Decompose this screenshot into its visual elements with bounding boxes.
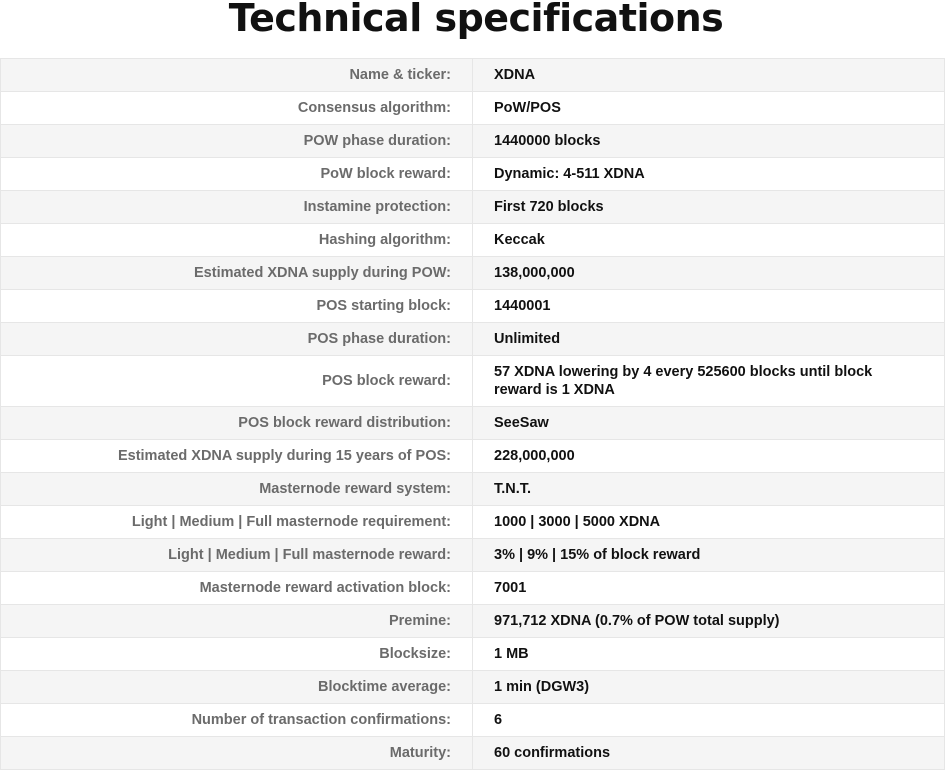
spec-label-instamine-protection: Instamine protection: (1, 191, 473, 224)
table-row (1, 539, 945, 572)
spec-label-masternode-requirement: Light | Medium | Full masternode requirement: (1, 506, 473, 539)
spec-value-masternode-reward: 3% | 9% | 15% of block reward (473, 539, 945, 572)
spec-value-name-ticker: XDNA (473, 59, 945, 92)
page-title: Technical specifications (228, 0, 724, 40)
table-row (1, 323, 945, 356)
spec-value-masternode-requirement: 1000 | 3000 | 5000 XDNA (473, 506, 945, 539)
spec-label-pos-supply: Estimated XDNA supply during 15 years of POS: (1, 440, 473, 473)
spec-value-pos-block-reward: 57 XDNA lowering by 4 every 525600 blocks until block reward is 1 XDNA (473, 356, 945, 407)
spec-value-transaction-confirmations: 6 (473, 704, 945, 737)
spec-value-consensus-algorithm: PoW/POS (473, 92, 945, 125)
spec-label-masternode-reward: Light | Medium | Full masternode reward: (1, 539, 473, 572)
spec-value-masternode-reward-system: T.N.T. (473, 473, 945, 506)
spec-label-maturity: Maturity: (1, 737, 473, 770)
spec-value-premine: 971,712 XDNA (0.7% of POW total supply) (473, 605, 945, 638)
table-row (1, 737, 945, 770)
table-row (1, 158, 945, 191)
table-row (1, 356, 945, 407)
spec-label-pow-block-reward: PoW block reward: (1, 158, 473, 191)
spec-label-masternode-activation-block: Masternode reward activation block: (1, 572, 473, 605)
table-row (1, 605, 945, 638)
spec-value-masternode-activation-block: 7001 (473, 572, 945, 605)
spec-value-pow-supply: 138,000,000 (473, 257, 945, 290)
table-row (1, 506, 945, 539)
spec-label-blocktime-average: Blocktime average: (1, 671, 473, 704)
spec-value-pow-block-reward: Dynamic: 4-511 XDNA (473, 158, 945, 191)
spec-label-pow-phase-duration: POW phase duration: (1, 125, 473, 158)
table-row (1, 290, 945, 323)
spec-label-pos-phase-duration: POS phase duration: (1, 323, 473, 356)
spec-value-blocksize: 1 MB (473, 638, 945, 671)
table-row (1, 407, 945, 440)
spec-label-pos-block-reward: POS block reward: (1, 356, 473, 407)
spec-label-hashing-algorithm: Hashing algorithm: (1, 224, 473, 257)
spec-label-blocksize: Blocksize: (1, 638, 473, 671)
spec-value-maturity: 60 confirmations (473, 737, 945, 770)
spec-label-pos-starting-block: POS starting block: (1, 290, 473, 323)
table-row (1, 704, 945, 737)
spec-label-pow-supply: Estimated XDNA supply during POW: (1, 257, 473, 290)
table-row (1, 125, 945, 158)
spec-value-pos-starting-block: 1440001 (473, 290, 945, 323)
table-row (1, 638, 945, 671)
spec-value-pos-supply: 228,000,000 (473, 440, 945, 473)
table-row (1, 440, 945, 473)
table-row (1, 59, 945, 92)
table-row (1, 92, 945, 125)
table-row (1, 191, 945, 224)
table-row (1, 671, 945, 704)
spec-value-hashing-algorithm: Keccak (473, 224, 945, 257)
table-row (1, 473, 945, 506)
specifications-table (0, 58, 945, 770)
spec-label-consensus-algorithm: Consensus algorithm: (1, 92, 473, 125)
spec-value-pow-phase-duration: 1440000 blocks (473, 125, 945, 158)
spec-label-masternode-reward-system: Masternode reward system: (1, 473, 473, 506)
spec-value-instamine-protection: First 720 blocks (473, 191, 945, 224)
spec-value-blocktime-average: 1 min (DGW3) (473, 671, 945, 704)
spec-label-name-ticker: Name & ticker: (1, 59, 473, 92)
spec-label-premine: Premine: (1, 605, 473, 638)
spec-label-transaction-confirmations: Number of transaction confirmations: (1, 704, 473, 737)
spec-value-pos-phase-duration: Unlimited (473, 323, 945, 356)
table-row (1, 257, 945, 290)
spec-value-pos-reward-distribution: SeeSaw (473, 407, 945, 440)
table-row (1, 572, 945, 605)
spec-label-pos-reward-distribution: POS block reward distribution: (1, 407, 473, 440)
table-row (1, 224, 945, 257)
